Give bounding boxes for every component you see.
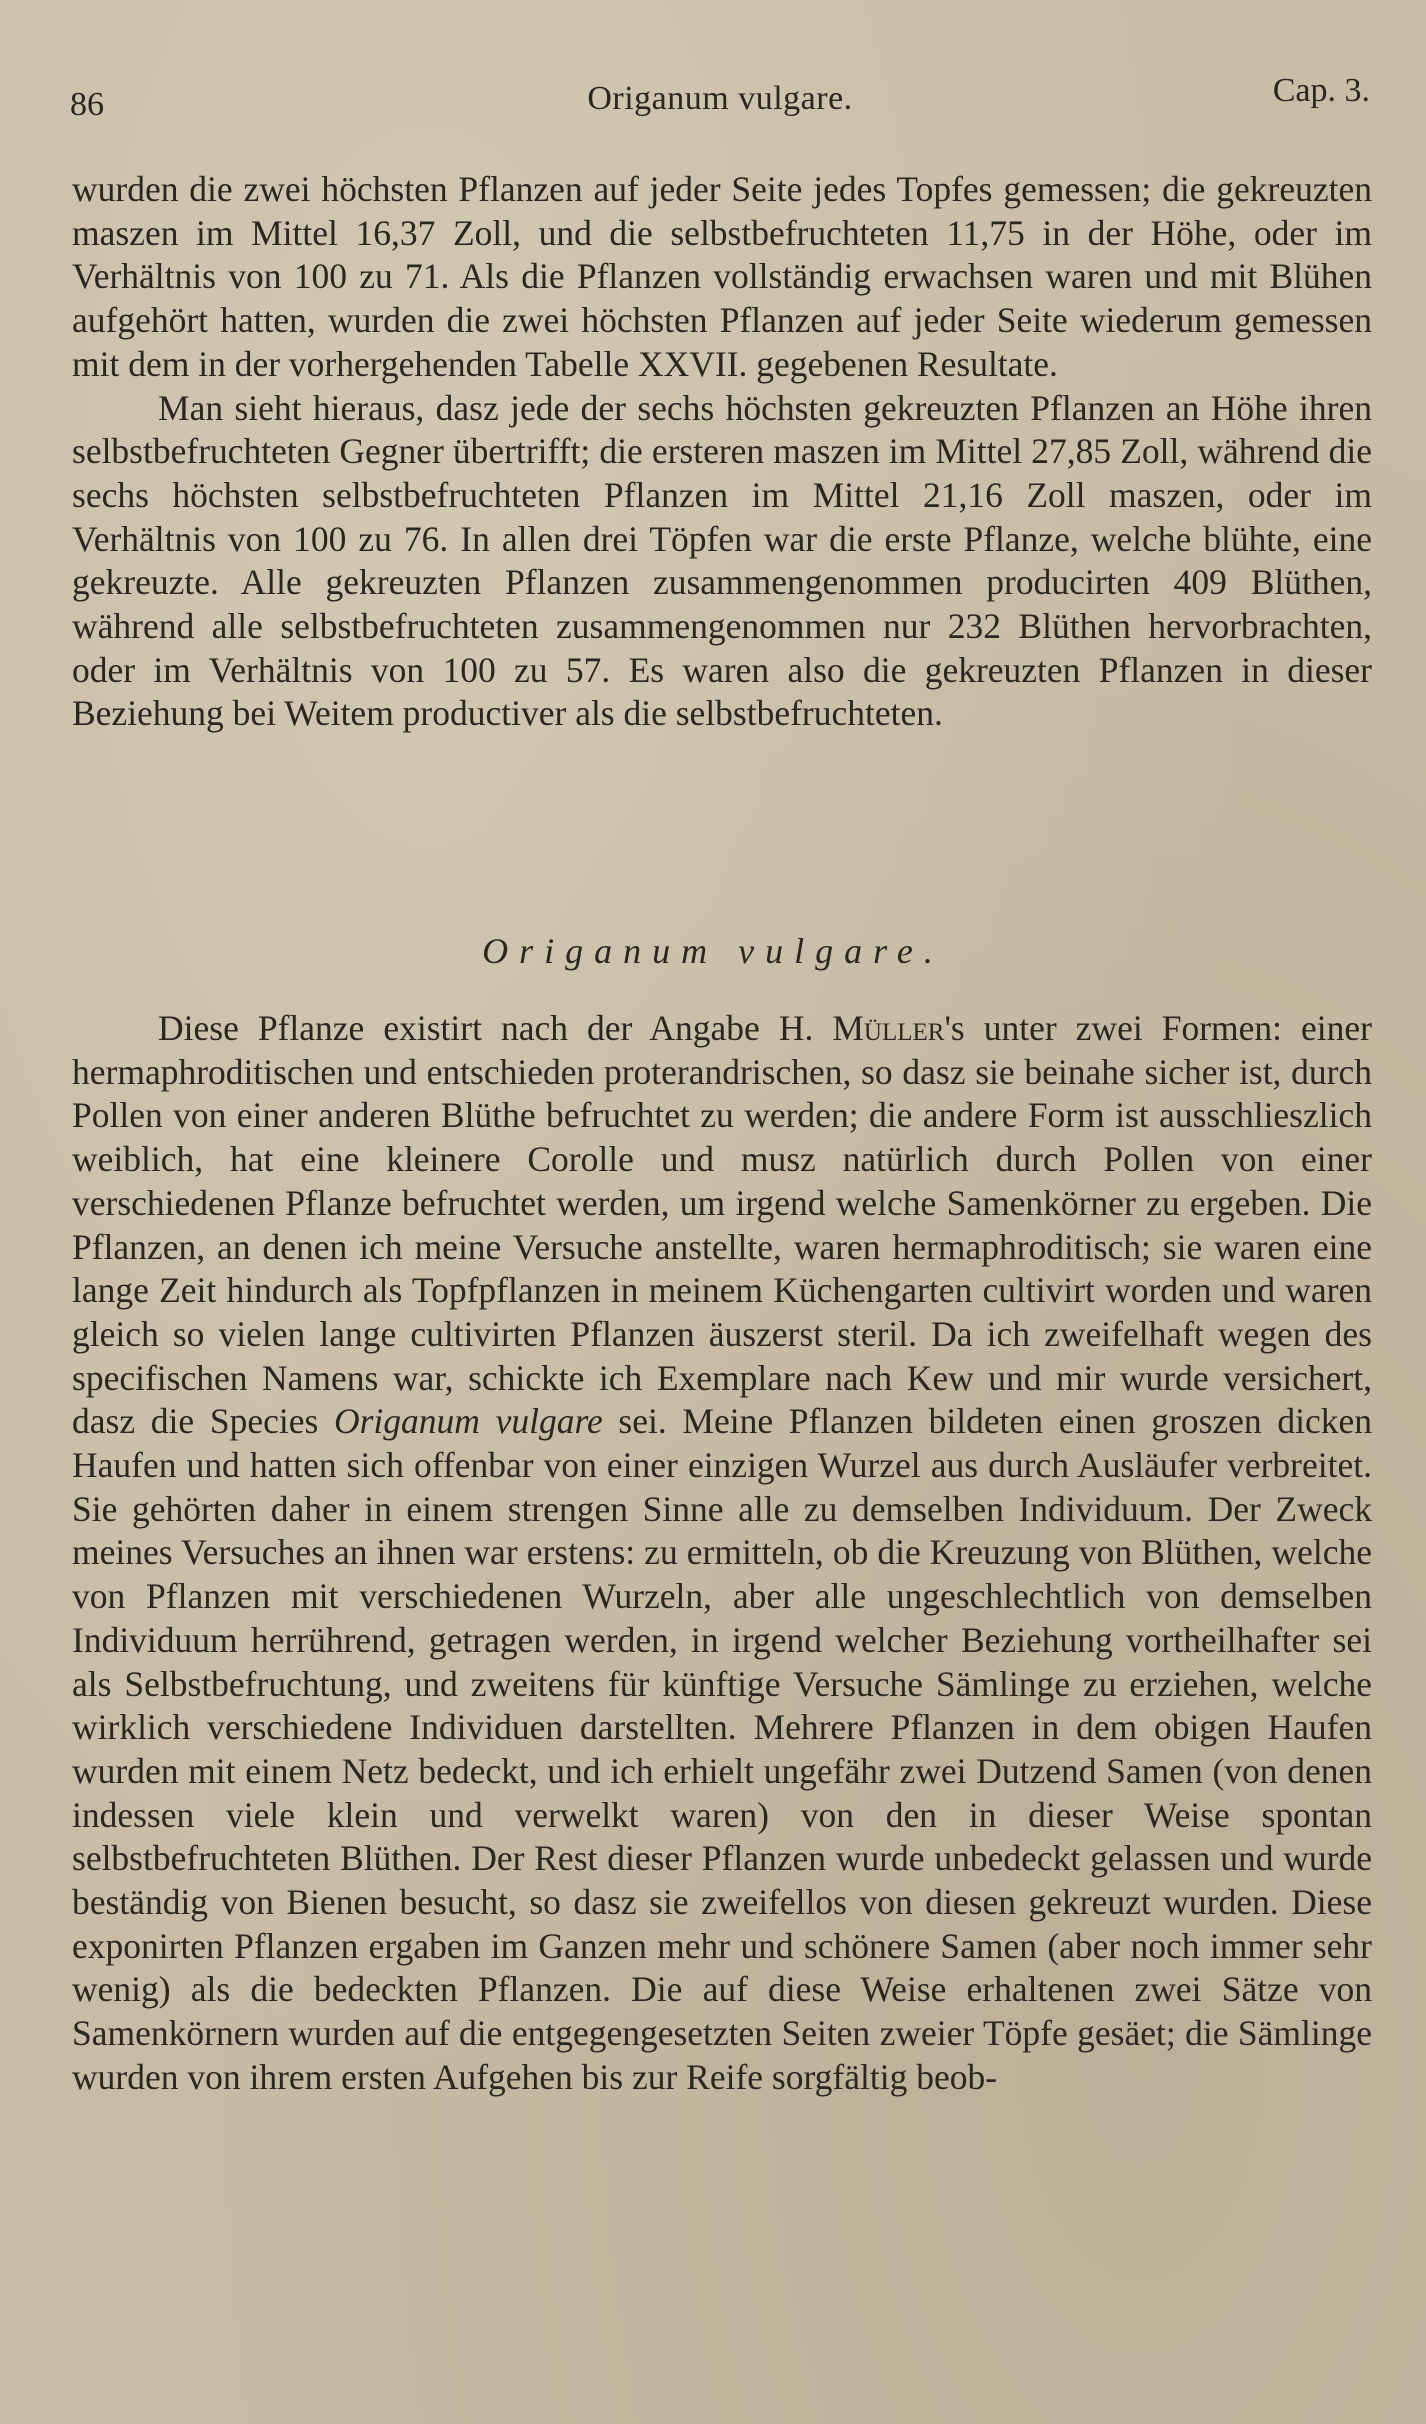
paragraph-text-rest: sei. Meine Pflanzen bildeten einen groszen dicken Haufen und hatten sich offenbar von einer einzigen Wurzel aus durch Ausläufer verbreitet. Sie gehörten daher in einem strengen Sinne alle zu demselben Individuum. Der Zweck meines Versuches an ihnen war erstens: zu ermitteln, ob die Kreuzung von Blüthen, welche von Pflanzen mit verschiedenen Wurzeln, aber alle ungeschlechtlich von demselben Individuum herrührend, getragen werden, in irgend welcher Beziehung vortheilhafter sei als Selbstbefruchtung, und zweitens für künftige Versuche Sämlinge zu erziehen, welche wirklich verschiedene Individuen darstellten. Mehrere Pflanzen in dem obigen Haufen wurden mit einem Netz bedeckt, und ich erhielt ungefähr zwei Dutzend Samen (von denen indessen viele klein und verwelkt waren) von den in dieser Weise spontan selbstbefruchteten Blüthen. Der Rest dieser Pflanzen wurde unbedeckt gelassen und wurde beständig von Bienen besucht, so dasz sie zweifellos von diesen gekreuzt wurden. Diese exponirten Pflanzen ergaben im Ganzen mehr und schönere Samen (aber noch immer sehr wenig) als die bedeckten Pflanzen. Die auf diese Weise erhaltenen zwei Sätze von Samenkörnern wurden auf die entgegengesetzten Seiten zweier Töpfe gesäet; die Sämlinge wurden von ihrem ersten Aufgehen bis zur Reife sorgfältig beob-: [72, 1401, 1372, 2097]
author-name: Müller: [832, 1008, 945, 1048]
running-title: Origanum vulgare.: [587, 80, 853, 117]
paragraph-text: 's unter zwei Formen: einer hermaphroditischen und entschieden proterandrischen, so dasz sie beinahe sicher ist, durch Pollen von einer anderen Blüthe befruchtet zu werden; die andere Form ist ausschlieszlich weiblich, hat eine kleinere Corolle und musz natürlich durch Pollen von einer verschiedenen Pflanze befruchtet werden, um irgend welche Samenkörner zu ergeben. Die Pflanzen, an denen ich meine Versuche anstellte, waren hermaphroditisch; sie waren eine lange Zeit hindurch als Topfpflanzen in meinem Küchengarten cultivirt worden und waren gleich so vielen lange cultivirten Pflanzen äuszerst steril. Da ich zweifelhaft wegen des specifischen Namens war, schickte ich Exemplare nach Kew und mir wurde versichert, dasz die Species: [72, 1008, 1372, 1442]
chapter-reference: Cap. 3.: [1272, 72, 1370, 109]
paragraph-continuation: wurden die zwei höchsten Pflanzen auf jeder Seite jedes Topfes gemessen; die gekreuzten maszen im Mittel 16,37 Zoll, und die selbstbefruchteten 11,75 in der Höhe, oder im Verhältnis von 100 zu 71. Als die Pflanzen vollständig erwachsen waren und mit Blühen aufgehört hatten, wurden die zwei höchsten Pflanzen auf jeder Seite wiederum gemessen mit dem in der vorhergehenden Tabelle XXVII. gegebenen Resultate.: [72, 169, 1372, 384]
continued-text: [72, 168, 1372, 736]
paragraph-results: Man sieht hieraus, dasz jede der sechs höchsten gekreuzten Pflanzen an Höhe ihren selbstbefruchteten Gegner übertrifft; die ersteren maszen im Mittel 27,85 Zoll, während die sechs höchsten selbstbefruchteten Pflanzen im Mittel 21,16 Zoll maszen, oder im Verhältnis von 100 zu 76. In allen drei Töpfen war die erste Pflanze, welche blühte, eine gekreuzte. Alle gekreuzten Pflanzen zusammengenommen producirten 409 Blüthen, während alle selbstbefruchteten zusammengenommen nur 232 Blüthen hervorbrachten, oder im Verhältnis von 100 zu 57. Es waren also die gekreuzten Pflanzen in dieser Beziehung bei Weitem productiver als die selbstbefruchteten.: [72, 387, 1372, 734]
section-heading: Origanum vulgare.: [482, 931, 944, 971]
paragraph-intro: Diese Pflanze existirt nach der Angabe H.: [158, 1008, 833, 1048]
paragraph-origanum: [72, 1007, 1372, 2100]
page-number: 86: [70, 86, 104, 123]
species-name: Origanum vulgare: [333, 1401, 603, 1442]
section-body: [72, 1007, 1372, 2100]
page-header: [70, 72, 1370, 130]
